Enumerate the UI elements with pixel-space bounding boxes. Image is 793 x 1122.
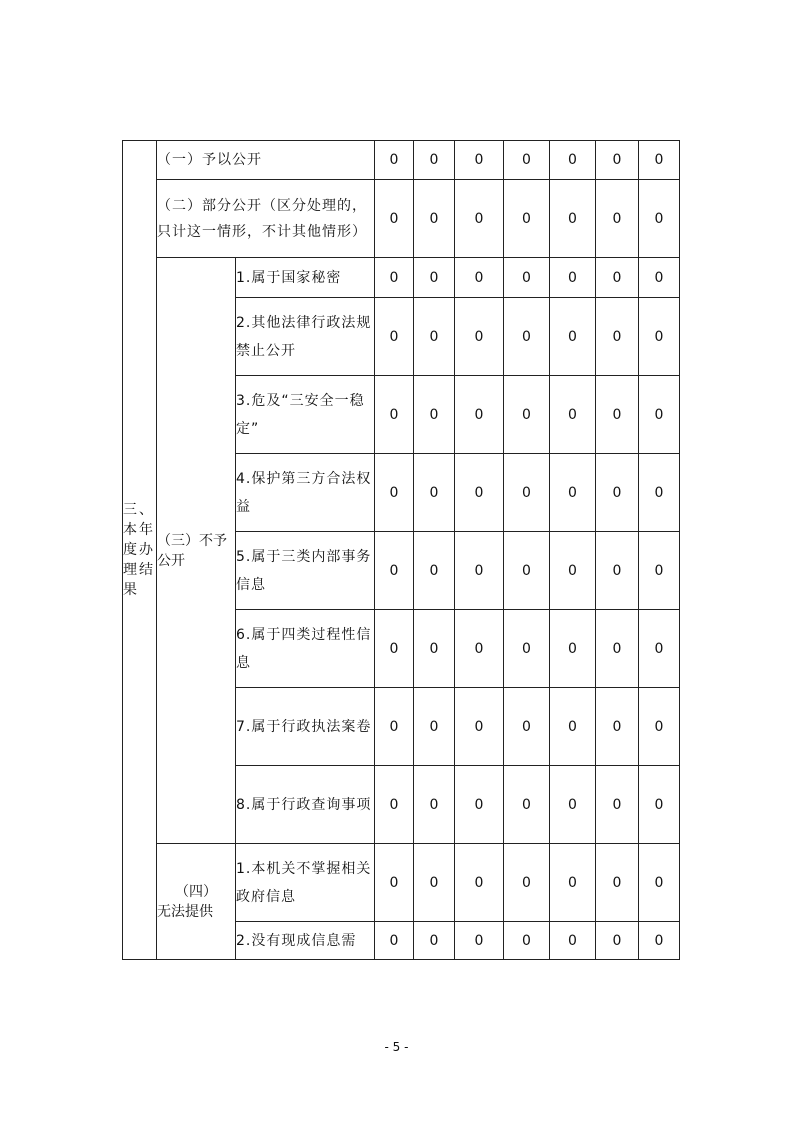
cell-value: 0 xyxy=(639,766,680,844)
cell-value: 0 xyxy=(504,922,550,960)
table-row xyxy=(123,844,680,922)
cell-value: 0 xyxy=(639,141,680,180)
cell-value: 0 xyxy=(455,141,504,180)
cell-value: 0 xyxy=(414,258,455,298)
cell-value: 0 xyxy=(550,610,596,688)
cell-value: 0 xyxy=(455,532,504,610)
cell-value: 0 xyxy=(550,180,596,258)
cell-value: 0 xyxy=(455,376,504,454)
cell-value: 0 xyxy=(550,844,596,922)
cell-value: 0 xyxy=(550,688,596,766)
cell-value: 0 xyxy=(414,454,455,532)
row-label: 1.本机关不掌握相关政府信息 xyxy=(236,844,375,922)
cell-value: 0 xyxy=(596,180,639,258)
cell-value: 0 xyxy=(375,844,414,922)
cell-value: 0 xyxy=(550,298,596,376)
group-label xyxy=(157,844,236,960)
cell-value: 0 xyxy=(375,376,414,454)
row-label: 4.保护第三方合法权益 xyxy=(236,454,375,532)
cell-value: 0 xyxy=(550,766,596,844)
cell-value: 0 xyxy=(375,610,414,688)
cell-value: 0 xyxy=(414,610,455,688)
cell-value: 0 xyxy=(504,766,550,844)
cell-value: 0 xyxy=(596,922,639,960)
cell-value: 0 xyxy=(455,258,504,298)
group-label-line: （四） xyxy=(175,883,217,900)
cell-value: 0 xyxy=(455,922,504,960)
cell-value: 0 xyxy=(455,610,504,688)
cell-value: 0 xyxy=(414,298,455,376)
row-label-text: 2.没有现成信息需 xyxy=(236,932,357,949)
group-label-line: 无法提供 xyxy=(157,903,213,920)
cell-value: 0 xyxy=(504,688,550,766)
row-label: （二）部分公开（区分处理的，只计这一情形，不计其他情形） xyxy=(157,180,375,258)
table-row xyxy=(123,180,680,258)
cell-value: 0 xyxy=(375,766,414,844)
row-label xyxy=(236,922,375,960)
row-label: （一）予以公开 xyxy=(157,141,375,180)
cell-value: 0 xyxy=(639,922,680,960)
cell-value: 0 xyxy=(375,532,414,610)
cell-value: 0 xyxy=(504,141,550,180)
cell-value: 0 xyxy=(639,298,680,376)
cell-value: 0 xyxy=(504,532,550,610)
cell-value: 0 xyxy=(414,766,455,844)
cell-value: 0 xyxy=(455,180,504,258)
cell-value: 0 xyxy=(639,532,680,610)
section-label: 三、本年度办理结果 xyxy=(123,141,157,960)
row-label: 1.属于国家秘密 xyxy=(236,258,375,298)
row-label: 2.其他法律行政法规禁止公开 xyxy=(236,298,375,376)
cell-value: 0 xyxy=(596,376,639,454)
cell-value: 0 xyxy=(550,532,596,610)
row-label: 8.属于行政查询事项 xyxy=(236,766,375,844)
row-label: 3.危及“三安全一稳定” xyxy=(236,376,375,454)
cell-value: 0 xyxy=(455,298,504,376)
row-label: 5.属于三类内部事务信息 xyxy=(236,532,375,610)
cell-value: 0 xyxy=(639,844,680,922)
cell-value: 0 xyxy=(596,532,639,610)
row-label: 6.属于四类过程性信息 xyxy=(236,610,375,688)
cell-value: 0 xyxy=(414,844,455,922)
cell-value: 0 xyxy=(455,688,504,766)
cell-value: 0 xyxy=(550,454,596,532)
group-label: （三）不予公开 xyxy=(157,258,236,844)
page-number: - 5 - xyxy=(384,1040,409,1054)
cell-value: 0 xyxy=(414,141,455,180)
cell-value: 0 xyxy=(375,180,414,258)
cell-value: 0 xyxy=(414,532,455,610)
cell-value: 0 xyxy=(504,844,550,922)
cell-value: 0 xyxy=(414,688,455,766)
cell-value: 0 xyxy=(550,141,596,180)
cell-value: 0 xyxy=(504,376,550,454)
cell-value: 0 xyxy=(375,298,414,376)
disclosure-results-table xyxy=(122,140,680,960)
cell-value: 0 xyxy=(639,688,680,766)
cell-value: 0 xyxy=(414,180,455,258)
cell-value: 0 xyxy=(414,376,455,454)
cell-value: 0 xyxy=(504,258,550,298)
cell-value: 0 xyxy=(596,688,639,766)
cell-value: 0 xyxy=(639,610,680,688)
cell-value: 0 xyxy=(504,610,550,688)
cell-value: 0 xyxy=(414,922,455,960)
row-label: 7.属于行政执法案卷 xyxy=(236,688,375,766)
cell-value: 0 xyxy=(375,141,414,180)
cell-value: 0 xyxy=(504,180,550,258)
cell-value: 0 xyxy=(550,376,596,454)
table-row xyxy=(123,258,680,298)
cell-value: 0 xyxy=(639,258,680,298)
cell-value: 0 xyxy=(596,610,639,688)
cell-value: 0 xyxy=(596,844,639,922)
cell-value: 0 xyxy=(455,844,504,922)
cell-value: 0 xyxy=(455,766,504,844)
cell-value: 0 xyxy=(375,454,414,532)
cell-value: 0 xyxy=(596,298,639,376)
cell-value: 0 xyxy=(639,180,680,258)
cell-value: 0 xyxy=(639,376,680,454)
cell-value: 0 xyxy=(504,298,550,376)
cell-value: 0 xyxy=(550,922,596,960)
table-row xyxy=(123,141,680,180)
cell-value: 0 xyxy=(596,141,639,180)
cell-value: 0 xyxy=(639,454,680,532)
cell-value: 0 xyxy=(375,922,414,960)
cell-value: 0 xyxy=(596,454,639,532)
cell-value: 0 xyxy=(596,258,639,298)
cell-value: 0 xyxy=(550,258,596,298)
cell-value: 0 xyxy=(455,454,504,532)
cell-value: 0 xyxy=(375,258,414,298)
cell-value: 0 xyxy=(596,766,639,844)
cell-value: 0 xyxy=(375,688,414,766)
cell-value: 0 xyxy=(504,454,550,532)
